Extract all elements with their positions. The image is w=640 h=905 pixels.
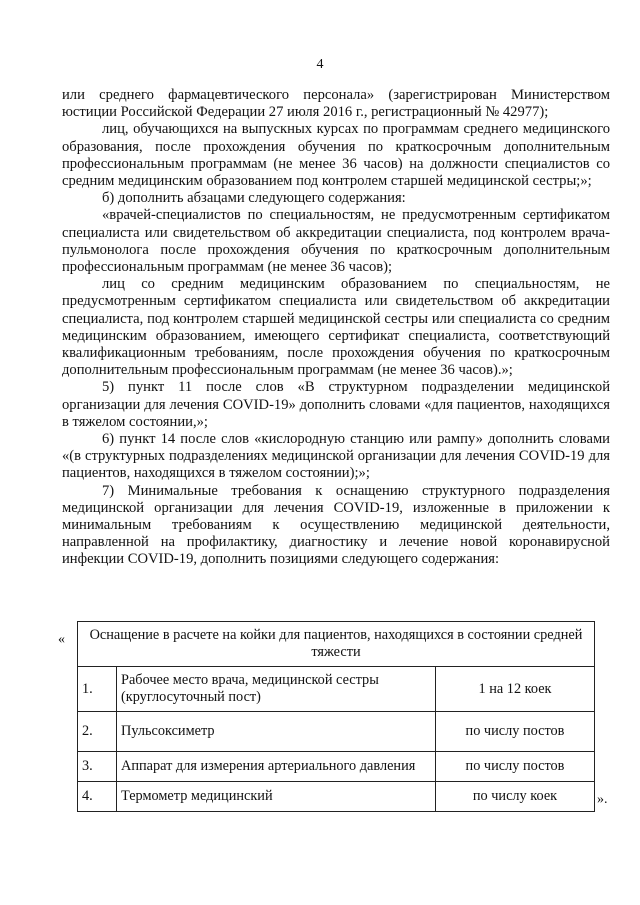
equipment-quantity: 1 на 12 коек — [436, 667, 595, 712]
paragraph: «врачей-специалистов по специальностям, не предусмотренным сертификатом специалиста или свидетельством об аккредитации специалиста, под контролем врача-пульмонолога после прохождения обучения по краткосрочным дополнительным профессиональным программам (не менее 36 часов); — [62, 207, 610, 276]
paragraph: б) дополнить абзацами следующего содержания: — [102, 190, 406, 207]
paragraph: 7) Минимальные требования к оснащению структурного подразделения медицинской организации для лечения COVID-19, изложенные в приложении к минимальным требованиям к осуществлению медицинской деятельности, направленной на профилактику, диагностику и лечение новой коронавирусной инфекции COVID-19, дополнить позициями следующего содержания: — [62, 482, 610, 568]
equipment-name: Термометр медицинский — [117, 782, 436, 812]
paragraph: лиц, обучающихся на выпускных курсах по программам среднего медицинского образования, после прохождения обучения по краткосрочным дополнительным профессиональным программам (не менее 36 часов) на должности специалистов со средним медицинским образованием под контролем старшей медицинской сестры;»; — [62, 121, 610, 190]
page-number: 4 — [316, 57, 324, 72]
row-number: 2. — [78, 712, 117, 752]
table-row — [78, 712, 595, 752]
table-row — [78, 752, 595, 782]
paragraph: или среднего фармацевтического персонала» (зарегистрирован Министерством юстиции Российской Федерации 27 июля 2016 г., регистрационный № 42977); — [62, 87, 610, 121]
equipment-name: Аппарат для измерения артериального давления — [117, 752, 436, 782]
row-number: 4. — [78, 782, 117, 812]
equipment-quantity: по числу постов — [436, 712, 595, 752]
equipment-quantity: по числу коек — [436, 782, 595, 812]
equipment-table — [77, 621, 595, 812]
table-row — [78, 667, 595, 712]
equipment-quantity: по числу постов — [436, 752, 595, 782]
closing-quote: ». — [597, 792, 608, 807]
document-body — [62, 87, 610, 569]
equipment-name: Рабочее место врача, медицинской сестры (круглосуточный пост) — [117, 667, 436, 712]
paragraph: 6) пункт 14 после слов «кислородную станцию или рампу» дополнить словами «(в структурных подразделениях медицинской организации для лечения COVID-19 для пациентов, находящихся в тяжелом состоянии);»; — [62, 431, 610, 482]
table-header-row — [78, 622, 595, 667]
equipment-name: Пульсоксиметр — [117, 712, 436, 752]
opening-quote: « — [58, 632, 65, 647]
row-number: 3. — [78, 752, 117, 782]
paragraph: лиц со средним медицинским образованием по специальностям, не предусмотренным сертификатом специалиста или свидетельством об аккредитации специалиста, под контролем старшей медицинской сестры или специалиста со средним медицинским образованием, имеющего сертификат специалиста, соответствующий квалификационным требованиям, после прохождения обучения по краткосрочным дополнительным профессиональным программам (не менее 36 часов).»; — [62, 276, 610, 379]
paragraph: 5) пункт 11 после слов «В структурном подразделении медицинской организации для лечения COVID-19» дополнить словами «для пациентов, находящихся в тяжелом состоянии,»; — [62, 379, 610, 430]
row-number: 1. — [78, 667, 117, 712]
table-header: Оснащение в расчете на койки для пациентов, находящихся в состоянии средней тяжести — [78, 622, 595, 667]
table-row — [78, 782, 595, 812]
